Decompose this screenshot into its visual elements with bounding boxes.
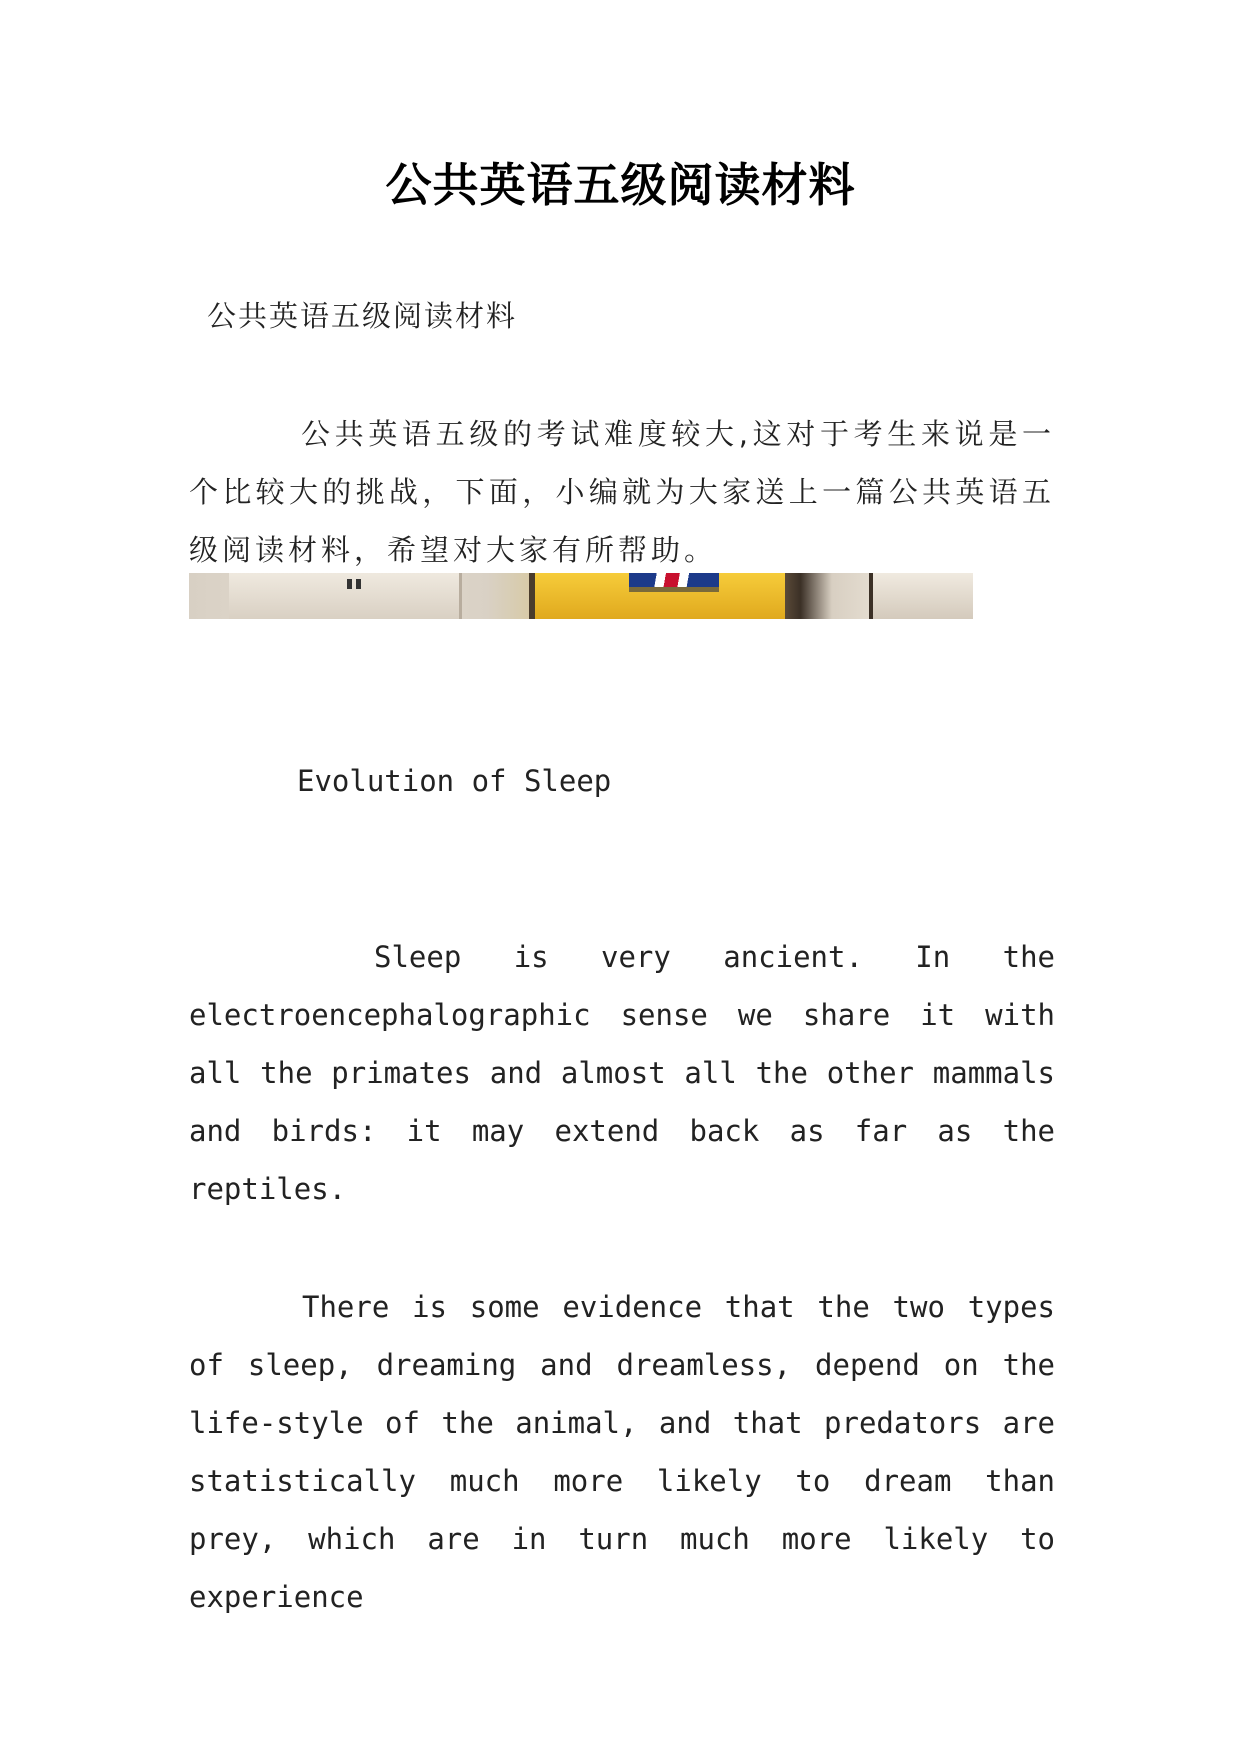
page-title: 公共英语五级阅读材料 bbox=[385, 158, 856, 212]
keycap-left bbox=[229, 573, 462, 619]
keyboard-photo-banner bbox=[189, 573, 973, 619]
article-paragraph: Sleep is very ancient. In the electroencephalographic sense we share it with all the primates and almost all the other mammals and birds: it may extend back as far as the reptiles. bbox=[189, 940, 1055, 1206]
article-paragraph: There is some evidence that the two types of sleep, dreaming and dreamless, depend on the life-style of the animal, and that predators are statistically much more likely to dream than prey, which are in turn much more likely to experience bbox=[189, 1290, 1055, 1614]
document-subtitle: 公共英语五级阅读材料 bbox=[207, 299, 518, 333]
intro-paragraph: 公共英语五级的考试难度较大,这对于考生来说是一个比较大的挑战，下面，小编就为大家送上一篇公共英语五级阅读材料，希望对大家有所帮助。 bbox=[189, 417, 1055, 567]
article-heading: Evolution of Sleep bbox=[297, 764, 612, 798]
keycap-right bbox=[869, 573, 973, 619]
flag-icon bbox=[629, 573, 719, 592]
